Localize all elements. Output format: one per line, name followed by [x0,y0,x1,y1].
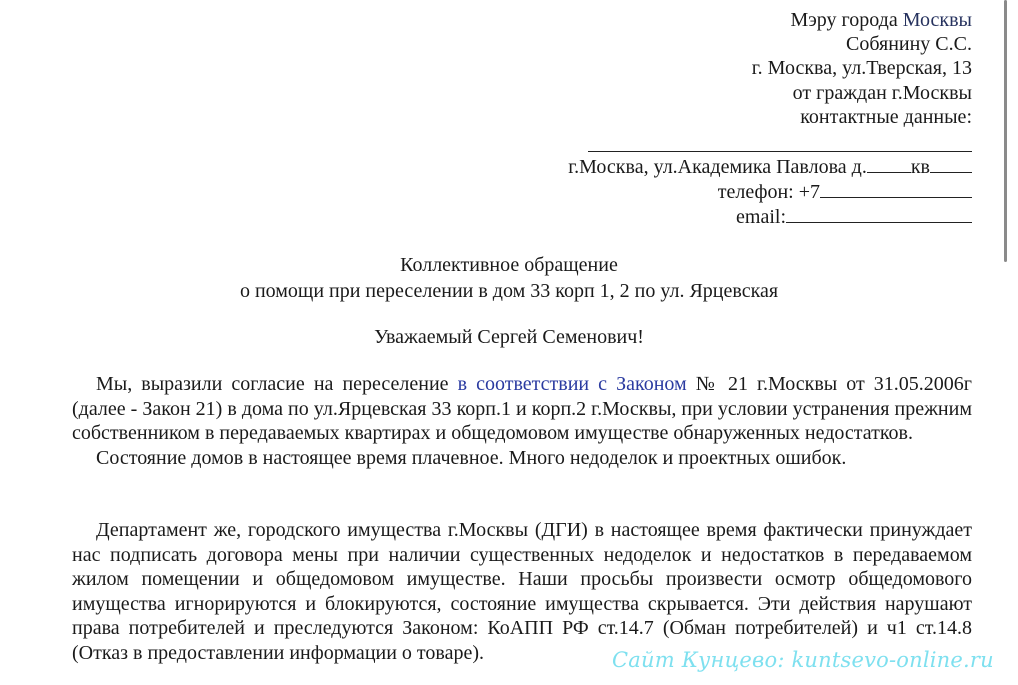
email-blank [786,204,972,223]
addressee-line-1: Мэру города Москвы [790,9,972,31]
body-section-2 [72,518,972,666]
body-section-1 [72,372,972,470]
phone-line: телефон: +7 [452,179,972,204]
paragraph-3: Департамент же, городского имущества г.Москвы (ДГИ) в настоящее время фактически принуждает нас подписать договора мены при наличии существенных недоделок и недостатков в передаваемом жилом помещении и общедомовом имуществе. Наши просьбы произвести осмотр общедомового имущества игнорируются и блокируются, состояние имущества скрывается. Эти действия нарушают права потребителей и преследуются Законом: КоАПП РФ ст.14.7 (Обман потребителей) и ч1 ст.14.8 (Отказ в предоставлении информации о товаре). [72,519,972,664]
title-line-1: Коллективное обращение [400,254,618,276]
title-line-2: о помощи при переселении в дом 33 корп 1, 2 по ул. Ярцевская [239,280,779,302]
house-blank [867,154,911,173]
contacts-label: контактные данные: [800,105,972,128]
addressee-block [452,8,972,230]
city-link[interactable]: Москвы [902,9,972,31]
document-title [0,252,1018,304]
greeting: Уважаемый Сергей Семенович! [374,326,644,348]
email-line: email: [452,204,972,229]
site-watermark: Сайт Кунцево: kuntsevo-online.ru [612,648,994,672]
phone-blank [820,179,972,198]
paragraph-2: Состояние домов в настоящее время плачевное. Много недоделок и проектных ошибок. [96,446,847,469]
address-line: г.Москва, ул.Академика Павлова д. кв [452,154,972,179]
contacts-blank-line [588,129,972,152]
sender-line: от граждан г.Москвы [792,81,972,104]
paragraph-1: Мы, выразили согласие на переселение в соответствии с Законом № 21 г.Москвы от 31.05.2006г (далее - Закон 21) в дома по ул.Ярцевская 33 корп.1 и корп.2 г.Москвы, при условии устранения прежним собственником в передаваемых квартирах и общедомовом имуществе обнаруженных недостатков. [72,373,972,445]
addressee-line-2: Собянину С.С. [845,33,972,56]
scrollbar[interactable] [1004,0,1007,262]
flat-blank [930,154,972,173]
law-link[interactable]: в соответствии с Законом [457,373,687,395]
addressee-line-3: г. Москва, ул.Тверская, 13 [751,57,972,80]
